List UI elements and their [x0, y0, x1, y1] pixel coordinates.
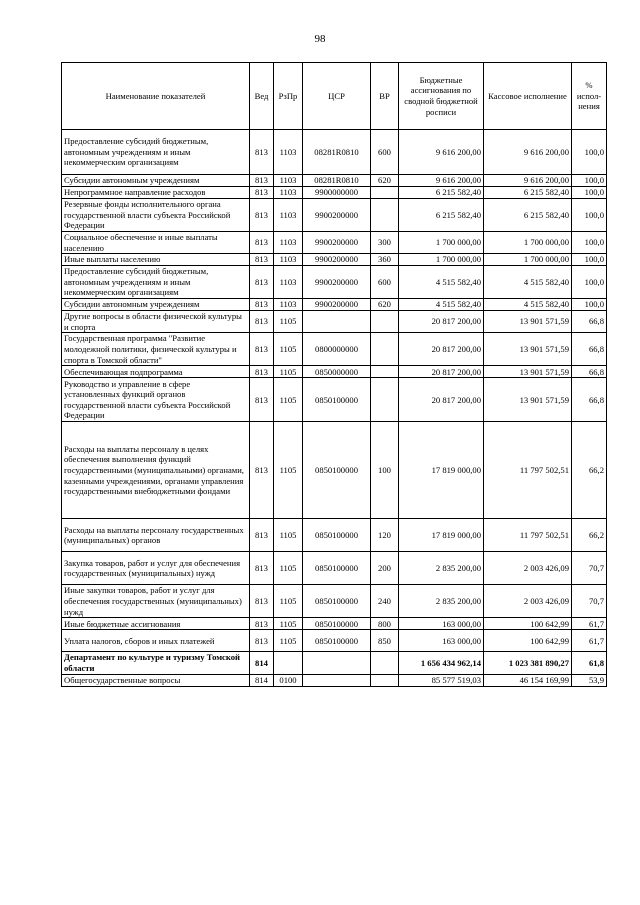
cell-name: Социальное обеспечение и иные выплаты населению [62, 232, 250, 254]
cell-vr [371, 366, 399, 378]
cell-vr [371, 199, 399, 232]
cell-budget: 20 817 200,00 [399, 333, 484, 366]
table-row [62, 378, 607, 422]
cell-pct: 61,7 [572, 618, 607, 630]
cell-rzpr: 1105 [274, 366, 303, 378]
cell-rzpr: 1105 [274, 552, 303, 585]
cell-rzpr: 1103 [274, 266, 303, 299]
cell-ved: 813 [250, 187, 274, 199]
cell-budget: 163 000,00 [399, 630, 484, 652]
cell-csr: 0850100000 [303, 618, 371, 630]
table-row [62, 175, 607, 187]
table-row [62, 519, 607, 552]
cell-pct: 66,8 [572, 333, 607, 366]
cell-cash: 1 700 000,00 [484, 254, 572, 266]
cell-cash: 2 003 426,09 [484, 552, 572, 585]
cell-ved: 813 [250, 630, 274, 652]
cell-vr [371, 187, 399, 199]
cell-csr: 9900200000 [303, 199, 371, 232]
cell-csr: 0850100000 [303, 585, 371, 618]
table-row [62, 366, 607, 378]
cell-ved: 813 [250, 254, 274, 266]
cell-budget: 20 817 200,00 [399, 378, 484, 422]
cell-ved: 813 [250, 175, 274, 187]
header-vr: ВР [371, 63, 399, 130]
cell-vr: 600 [371, 266, 399, 299]
cell-csr: 0850000000 [303, 366, 371, 378]
cell-csr: 0850100000 [303, 630, 371, 652]
cell-vr [371, 311, 399, 333]
cell-cash: 46 154 169,99 [484, 674, 572, 686]
header-csr: ЦСР [303, 63, 371, 130]
cell-pct: 100,0 [572, 266, 607, 299]
cell-csr: 9900200000 [303, 299, 371, 311]
cell-vr: 620 [371, 175, 399, 187]
cell-name: Резервные фонды исполнительного органа государственной власти субъекта Российской Федерации [62, 199, 250, 232]
cell-vr: 100 [371, 422, 399, 519]
cell-vr: 200 [371, 552, 399, 585]
cell-csr: 0800000000 [303, 333, 371, 366]
cell-rzpr: 1103 [274, 187, 303, 199]
cell-vr [371, 333, 399, 366]
cell-rzpr: 1103 [274, 199, 303, 232]
cell-ved: 813 [250, 333, 274, 366]
cell-rzpr: 1103 [274, 130, 303, 175]
cell-csr: 08281R0810 [303, 130, 371, 175]
cell-ved: 813 [250, 299, 274, 311]
cell-name: Иные бюджетные ассигнования [62, 618, 250, 630]
cell-pct: 100,0 [572, 175, 607, 187]
cell-pct: 100,0 [572, 199, 607, 232]
cell-vr: 800 [371, 618, 399, 630]
cell-csr: 9900200000 [303, 254, 371, 266]
budget-execution-table [61, 62, 607, 687]
table-row [62, 130, 607, 175]
table-row [62, 585, 607, 618]
cell-cash: 1 023 381 890,27 [484, 652, 572, 674]
cell-rzpr: 1105 [274, 333, 303, 366]
cell-csr: 0850100000 [303, 519, 371, 552]
cell-cash: 6 215 582,40 [484, 199, 572, 232]
table-row [62, 232, 607, 254]
cell-pct: 70,7 [572, 585, 607, 618]
cell-ved: 813 [250, 266, 274, 299]
cell-ved: 813 [250, 552, 274, 585]
cell-name: Департамент по культуре и туризму Томской области [62, 652, 250, 674]
cell-ved: 813 [250, 130, 274, 175]
cell-vr: 120 [371, 519, 399, 552]
cell-budget: 9 616 200,00 [399, 175, 484, 187]
cell-cash: 13 901 571,59 [484, 311, 572, 333]
cell-budget: 85 577 519,03 [399, 674, 484, 686]
header-cash: Кассовое исполнение [484, 63, 572, 130]
cell-cash: 9 616 200,00 [484, 175, 572, 187]
cell-ved: 813 [250, 378, 274, 422]
cell-rzpr: 0100 [274, 674, 303, 686]
header-ved: Вед [250, 63, 274, 130]
cell-budget: 17 819 000,00 [399, 422, 484, 519]
cell-rzpr [274, 652, 303, 674]
cell-pct: 70,7 [572, 552, 607, 585]
cell-name: Субсидии автономным учреждениям [62, 175, 250, 187]
cell-name: Уплата налогов, сборов и иных платежей [62, 630, 250, 652]
cell-vr [371, 652, 399, 674]
table-row [62, 552, 607, 585]
cell-pct: 61,8 [572, 652, 607, 674]
cell-csr: 9900200000 [303, 232, 371, 254]
cell-budget: 4 515 582,40 [399, 266, 484, 299]
table-row [62, 652, 607, 674]
cell-rzpr: 1105 [274, 422, 303, 519]
cell-csr: 08281R0810 [303, 175, 371, 187]
cell-cash: 4 515 582,40 [484, 299, 572, 311]
cell-vr: 300 [371, 232, 399, 254]
cell-budget: 20 817 200,00 [399, 311, 484, 333]
cell-pct: 61,7 [572, 630, 607, 652]
table-row [62, 422, 607, 519]
cell-pct: 66,8 [572, 378, 607, 422]
cell-ved: 813 [250, 311, 274, 333]
cell-cash: 11 797 502,51 [484, 519, 572, 552]
cell-name: Расходы на выплаты персоналу в целях обеспечения выполнения функций государственными (муниципальными) органами, казенными учреждениями, органами управления государственными внебюджетными фондами [62, 422, 250, 519]
cell-pct: 100,0 [572, 299, 607, 311]
cell-budget: 6 215 582,40 [399, 187, 484, 199]
cell-rzpr: 1105 [274, 630, 303, 652]
cell-cash: 1 700 000,00 [484, 232, 572, 254]
cell-name: Руководство и управление в сфере установленных функций органов государственной власти субъекта Российской Федерации [62, 378, 250, 422]
cell-ved: 814 [250, 674, 274, 686]
cell-name: Предоставление субсидий бюджетным, автономным учреждениям и иным некоммерческим организациям [62, 130, 250, 175]
cell-rzpr: 1105 [274, 618, 303, 630]
cell-pct: 66,8 [572, 311, 607, 333]
cell-name: Непрограммное направление расходов [62, 187, 250, 199]
cell-budget: 2 835 200,00 [399, 552, 484, 585]
table-header-row [62, 63, 607, 130]
cell-name: Закупка товаров, работ и услуг для обеспечения государственных (муниципальных) нужд [62, 552, 250, 585]
table-row [62, 333, 607, 366]
cell-name: Обеспечивающая подпрограмма [62, 366, 250, 378]
cell-cash: 13 901 571,59 [484, 378, 572, 422]
cell-pct: 100,0 [572, 232, 607, 254]
cell-csr: 9900000000 [303, 187, 371, 199]
cell-name: Иные выплаты населению [62, 254, 250, 266]
cell-name: Другие вопросы в области физической культуры и спорта [62, 311, 250, 333]
cell-name: Общегосударственные вопросы [62, 674, 250, 686]
cell-csr [303, 674, 371, 686]
cell-budget: 9 616 200,00 [399, 130, 484, 175]
cell-cash: 9 616 200,00 [484, 130, 572, 175]
cell-csr [303, 311, 371, 333]
cell-budget: 17 819 000,00 [399, 519, 484, 552]
cell-name: Государственная программа "Развитие молодежной политики, физической культуры и спорта в Томской области" [62, 333, 250, 366]
cell-rzpr: 1105 [274, 519, 303, 552]
cell-rzpr: 1103 [274, 299, 303, 311]
table-row [62, 618, 607, 630]
cell-ved: 813 [250, 618, 274, 630]
cell-name: Иные закупки товаров, работ и услуг для обеспечения государственных (муниципальных) нужд [62, 585, 250, 618]
table-row [62, 187, 607, 199]
header-rzpr: РзПр [274, 63, 303, 130]
cell-rzpr: 1105 [274, 585, 303, 618]
page-number: 98 [314, 33, 326, 45]
cell-budget: 6 215 582,40 [399, 199, 484, 232]
cell-pct: 100,0 [572, 130, 607, 175]
cell-ved: 814 [250, 652, 274, 674]
cell-rzpr: 1103 [274, 232, 303, 254]
cell-vr: 600 [371, 130, 399, 175]
cell-vr: 240 [371, 585, 399, 618]
cell-csr: 9900200000 [303, 266, 371, 299]
cell-pct: 66,2 [572, 519, 607, 552]
table-row [62, 199, 607, 232]
cell-budget: 163 000,00 [399, 618, 484, 630]
cell-pct: 100,0 [572, 254, 607, 266]
cell-ved: 813 [250, 519, 274, 552]
cell-budget: 4 515 582,40 [399, 299, 484, 311]
table-row [62, 630, 607, 652]
cell-cash: 6 215 582,40 [484, 187, 572, 199]
cell-pct: 66,8 [572, 366, 607, 378]
table-row [62, 299, 607, 311]
table-row [62, 674, 607, 686]
cell-cash: 11 797 502,51 [484, 422, 572, 519]
cell-vr: 360 [371, 254, 399, 266]
header-name: Наименование показателей [62, 63, 250, 130]
cell-rzpr: 1103 [274, 175, 303, 187]
table-body [62, 130, 607, 687]
cell-budget: 2 835 200,00 [399, 585, 484, 618]
cell-rzpr: 1105 [274, 378, 303, 422]
cell-ved: 813 [250, 422, 274, 519]
cell-vr [371, 378, 399, 422]
cell-pct: 53,9 [572, 674, 607, 686]
cell-cash: 13 901 571,59 [484, 366, 572, 378]
cell-cash: 100 642,99 [484, 630, 572, 652]
cell-pct: 100,0 [572, 187, 607, 199]
header-budget: Бюджетные ассигнования по сводной бюджетной росписи [399, 63, 484, 130]
cell-cash: 13 901 571,59 [484, 333, 572, 366]
cell-pct: 66,2 [572, 422, 607, 519]
cell-vr: 850 [371, 630, 399, 652]
cell-name: Предоставление субсидий бюджетным, автономным учреждениям и иным некоммерческим организациям [62, 266, 250, 299]
cell-csr: 0850100000 [303, 422, 371, 519]
cell-cash: 2 003 426,09 [484, 585, 572, 618]
cell-budget: 1 700 000,00 [399, 254, 484, 266]
cell-budget: 20 817 200,00 [399, 366, 484, 378]
cell-ved: 813 [250, 232, 274, 254]
cell-csr: 0850100000 [303, 378, 371, 422]
cell-cash: 100 642,99 [484, 618, 572, 630]
cell-name: Расходы на выплаты персоналу государственных (муниципальных) органов [62, 519, 250, 552]
cell-ved: 813 [250, 585, 274, 618]
table-row [62, 266, 607, 299]
cell-rzpr: 1103 [274, 254, 303, 266]
cell-cash: 4 515 582,40 [484, 266, 572, 299]
cell-budget: 1 700 000,00 [399, 232, 484, 254]
cell-vr: 620 [371, 299, 399, 311]
cell-name: Субсидии автономным учреждениям [62, 299, 250, 311]
cell-csr [303, 652, 371, 674]
cell-ved: 813 [250, 366, 274, 378]
table-row [62, 311, 607, 333]
cell-rzpr: 1105 [274, 311, 303, 333]
cell-ved: 813 [250, 199, 274, 232]
cell-budget: 1 656 434 962,14 [399, 652, 484, 674]
cell-vr [371, 674, 399, 686]
cell-csr: 0850100000 [303, 552, 371, 585]
table-row [62, 254, 607, 266]
header-pct: % испол-нения [572, 63, 607, 130]
